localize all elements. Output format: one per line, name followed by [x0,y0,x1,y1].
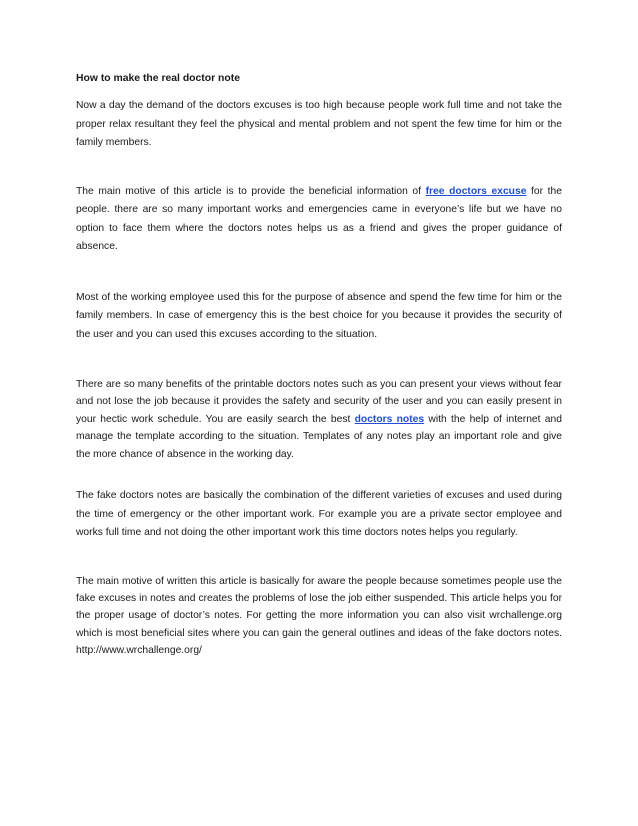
paragraph-1: Now a day the demand of the doctors excuses is too high because people work full time and not take the proper relax resultant they feel the physical and mental problem and not spent the few time for him or the family members. [76,100,562,148]
paragraph-2 [76,183,562,257]
doctors-notes-link[interactable]: doctors notes [354,413,425,425]
document-title: How to make the real doctor note [76,73,240,84]
paragraph-3: Most of the working employee used this for the purpose of absence and spend the few time for him or the family members. In case of emergency this is the best choice for you because it provides the security of the user and you can used this excuses according to the situation. [76,291,562,340]
paragraph-6: The main motive of written this article is basically for aware the people because sometimes people use the fake excuses in notes and creates the problems of lose the job either suspended. This article helps you for the proper usage of doctor’s notes. For getting the more information you can also visit wrchallenge.org which is most beneficial sites where you can gain the general outlines and ideas of the fake doctors notes. http://www.wrchallenge.org/ [76,575,562,657]
paragraph-4-text-end: with the help of internet and manage the template according to the situation. Templates of any notes play an important role and give the more chance of absence in the working day. [76,413,562,460]
paragraph-4-text-start: There are so many benefits of the printable doctors notes such as you can present your views without fear and not lose the job because it provides the safety and security of the user and you can easily present in your hectic work schedule. You are easily search the best [76,379,562,425]
paragraph-5: The fake doctors notes are basically the combination of the different varieties of excuses and used during the time of emergency or the other important work. For example you are a private sector employee and works full time and not doing the other important work this time doctors notes helps you regularly. [76,490,562,539]
free-doctors-excuse-link[interactable]: free doctors excuse [425,185,527,197]
paragraph-2-text-end: for the people. there are so many important works and emergencies came in everyone’s life but we have no option to face them where the doctors notes helps us as a friend and gives the proper guidance of absence. [76,185,563,252]
paragraph-4 [76,376,562,463]
paragraph-2-text-start: The main motive of this article is to provide the beneficial information of [76,185,426,197]
